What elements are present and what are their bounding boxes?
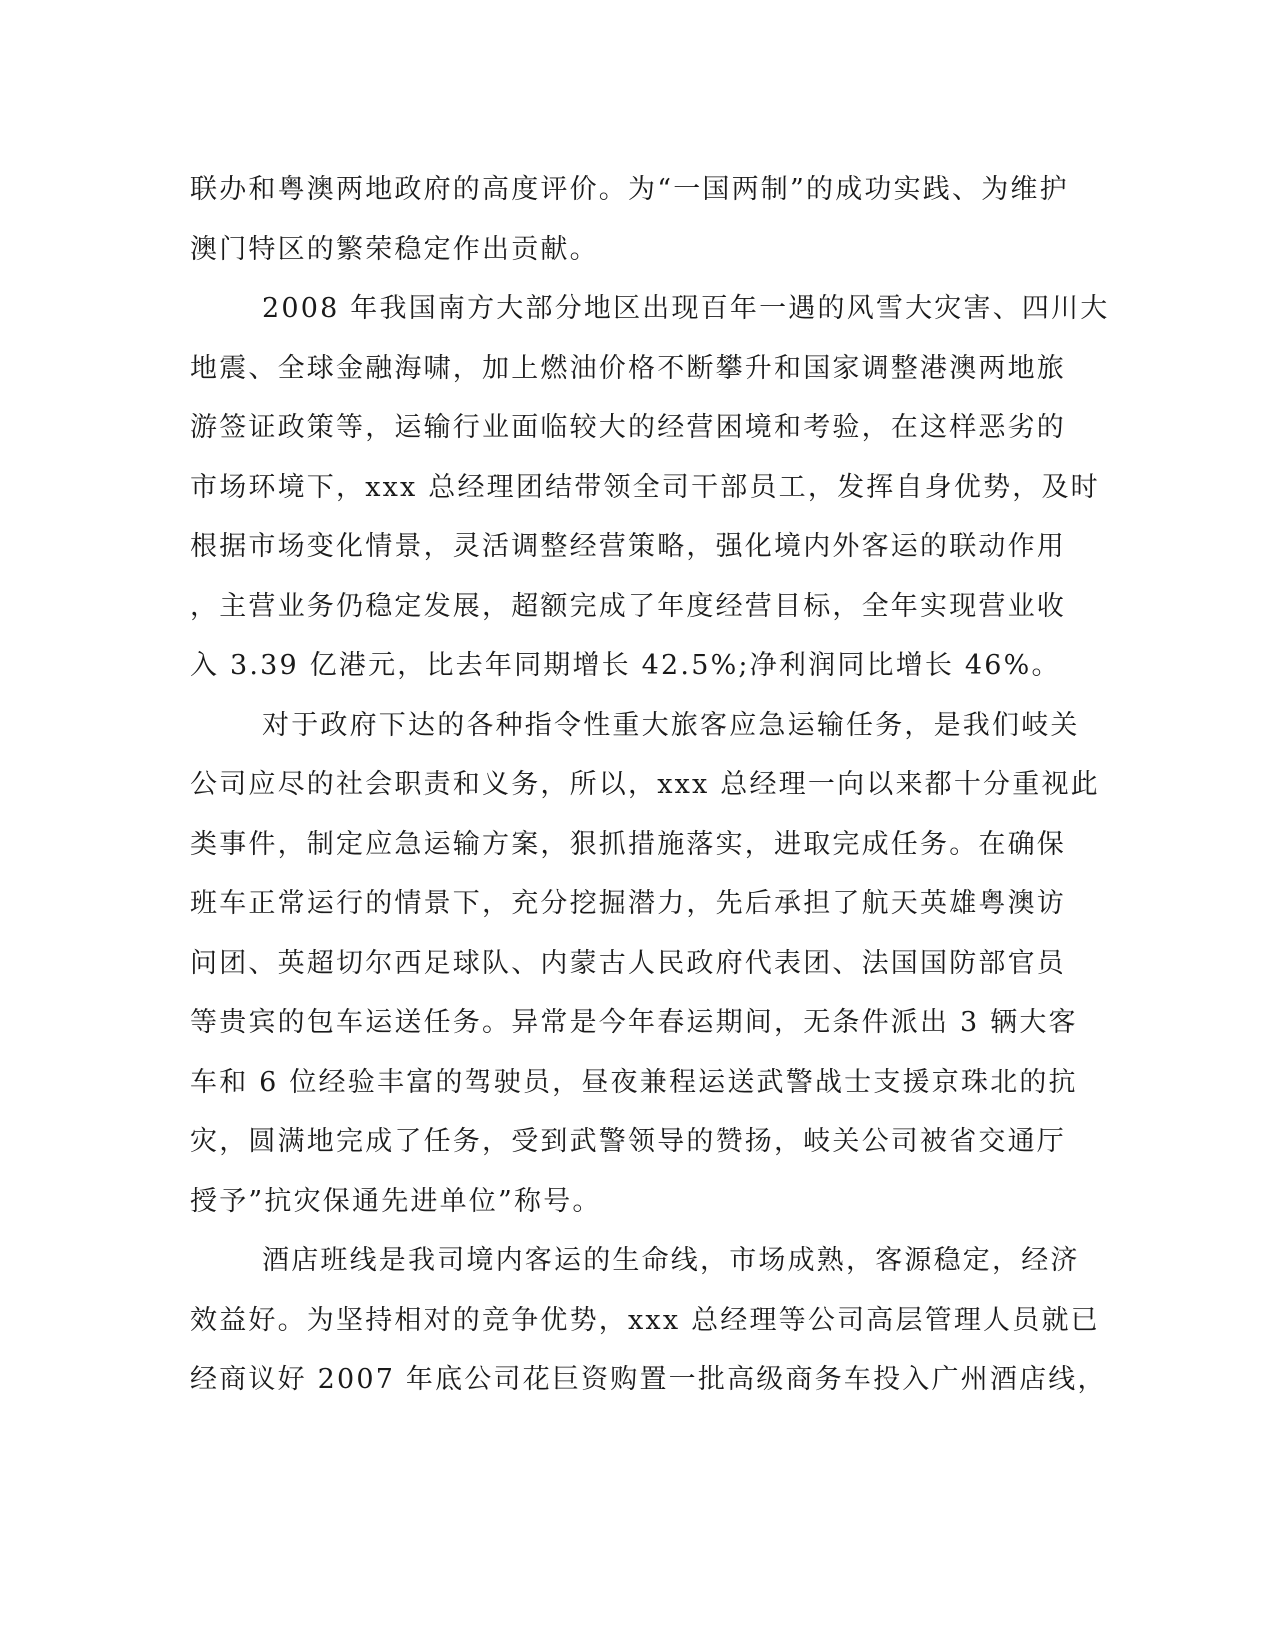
text-line: 问团、英超切尔西足球队、内蒙古人民政府代表团、法国国防部官员: [190, 947, 1066, 979]
text-line: 授予”抗灾保通先进单位”称号。: [190, 1185, 602, 1217]
paragraph-4: [190, 1231, 1107, 1410]
text-line: 效益好。为坚持相对的竞争优势，xxx 总经理等公司高层管理人员就已: [190, 1304, 1100, 1336]
text-line: 车和 6 位经验丰富的驾驶员，昼夜兼程运送武警战士支援京珠北的抗: [190, 1066, 1078, 1098]
text-line: 澳门特区的繁荣稳定作出贡献。: [190, 233, 599, 265]
paragraph-3: [190, 696, 1100, 1232]
text-line: 市场环境下，xxx 总经理团结带领全司干部员工，发挥自身优势，及时: [190, 471, 1100, 503]
text-line: 根据市场变化情景，灵活调整经营策略，强化境内外客运的联动作用: [190, 531, 1066, 562]
document-body: [190, 160, 1110, 1410]
text-line: 公司应尽的社会职责和义务，所以，xxx 总经理一向以来都十分重视此: [190, 769, 1100, 800]
text-line: 地震、全球金融海啸，加上燃油价格不断攀升和国家调整港澳两地旅: [190, 352, 1066, 384]
text-line: ，主营业务仍稳定发展，超额完成了年度经营目标，全年实现营业收: [190, 590, 1066, 622]
text-line: 类事件，制定应急运输方案，狠抓措施落实，进取完成任务。在确保: [190, 828, 1066, 860]
paragraph-2: [190, 279, 1110, 696]
text-line: 联办和粤澳两地政府的高度评价。为“一国两制”的成功实践、为维护: [190, 174, 1069, 205]
text-line: 酒店班线是我司境内客运的生命线，市场成熟，客源稳定，经济: [262, 1245, 1080, 1276]
text-line: 灾，圆满地完成了任务，受到武警领导的赞扬，岐关公司被省交通厅: [190, 1126, 1066, 1157]
text-line: 2008 年我国南方大部分地区出现百年一遇的风雪大灾害、四川大: [262, 293, 1110, 324]
paragraph-1: [190, 160, 1080, 279]
text-line: 班车正常运行的情景下，充分挖掘潜力，先后承担了航天英雄粤澳访: [190, 888, 1066, 919]
text-line: 经商议好 2007 年底公司花巨资购置一批高级商务车投入广州酒店线，: [190, 1364, 1107, 1395]
text-line: 等贵宾的包车运送任务。异常是今年春运期间，无条件派出 3 辆大客: [190, 1007, 1078, 1038]
text-line: 游签证政策等，运输行业面临较大的经营困境和考验，在这样恶劣的: [190, 412, 1066, 443]
text-line: 入 3.39 亿港元，比去年同期增长 42.5%;净利润同比增长 46%。: [190, 650, 1061, 681]
text-line: 对于政府下达的各种指令性重大旅客应急运输任务，是我们岐关: [262, 709, 1080, 741]
